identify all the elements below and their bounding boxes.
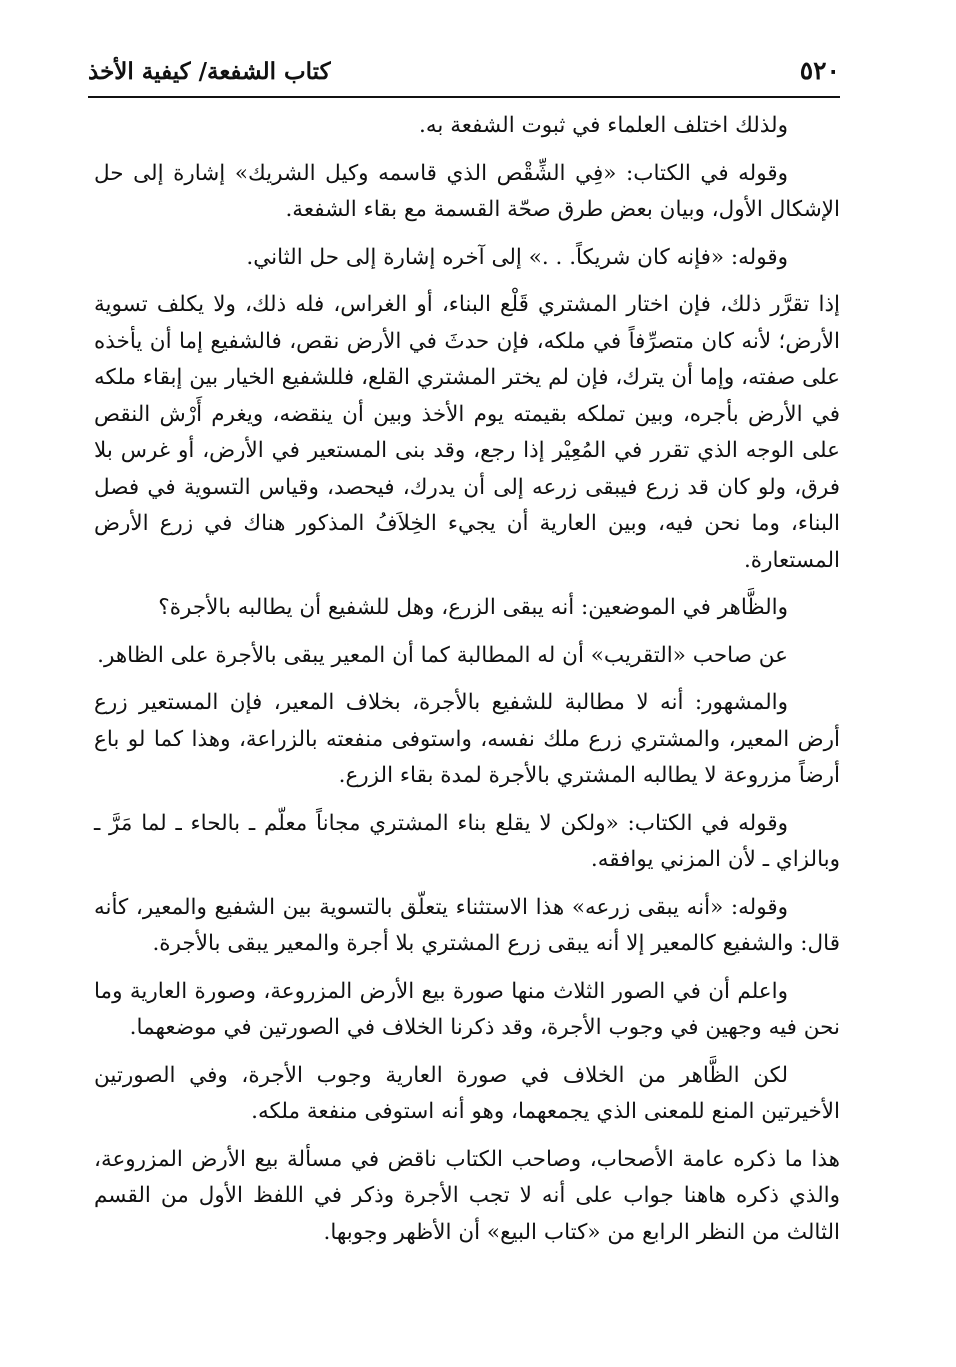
paragraph: والمشهور: أنه لا مطالبة للشفيع بالأجرة، بخلاف المعير، فإن المستعير زرع أرض المعير، والمشتري زرع ملك نفسه، واستوفى منفعته بالزراعة، وهذا كما لو باع أرضاً مزروعة لا يطالبه المشتري بالأجرة لمدة بقاء الزرع. <box>94 690 840 788</box>
paragraph: هذا ما ذكره عامة الأصحاب، وصاحب الكتاب ناقض في مسألة بيع الأرض المزروعة، والذي ذكره هاهنا جواب على أنه لا تجب الأجرة وذكر في اللفظ الأول من القسم الثالث من النظر الرابع من «كتاب البيع» أن الأظهر وجوبها. <box>94 1146 840 1245</box>
paragraph: إذا تقرَّر ذلك، فإن اختار المشتري قَلْع البناء، أو الغراس، فله ذلك، ولا يكلف تسوية الأرض؛ لأنه كان متصرِّفاً في ملكه، فإن حدثَ في الأرض نقص، فالشفيع إما أن يأخذه على صفته، وإما أن يترك، فإن لم يختر المشتري القلع، فللشفيع الخيار بين إبقاء ملكه في الأرض بأجره، وبين تملكه بقيمته يوم الأخذ وبين أن ينقضه، ويغرم أَرْش النقص على الوجه الذي تقرر في المُعِيْر إذا رجع، وقد بنى المستعير في الأرض، أو غرس بلا فرق، ولو كان قد زرع فيبقى زرعه إلى أن يدرك، فيحصد، وقياس التسوية في فصل البناء، وما نحن فيه، وبين العارية أن يجيء الخِلاَفُ المذكور هناك في زرع الأرض المستعارة. <box>94 292 840 573</box>
page-number: ٥٢٠ <box>799 56 840 85</box>
paragraph: وقوله في الكتاب: «فِي الشِّقْص الذي قاسمه وكيل الشريك» إشارة إلى حل الإشكال الأول، وبيان بعض طرق صحّة القسمة مع بقاء الشفعة. <box>94 160 840 222</box>
running-title: كتاب الشفعة/ كيفية الأخذ <box>88 58 331 85</box>
paragraph: لكن الظَّاهر من الخلاف في صورة العارية وجوب الأجرة، وفي الصورتين الأخيرتين المنع للمعنى الذي يجمعهما، وهو أنه استوفى منفعة ملكه. <box>94 1062 840 1124</box>
paragraph: والظَّاهر في الموضعين: أنه يبقى الزرع، وهل للشفيع أن يطالبه بالأجرة؟ <box>158 595 788 620</box>
paragraph: واعلم أن في الصور الثلاث منها صورة بيع الأرض المزروعة، وصورة العارية وما نحن فيه وجهين في وجوب الأجرة، وقد ذكرنا الخلاف في الصورتين في موضعهما. <box>94 978 840 1040</box>
paragraph: ولذلك اختلف العلماء في ثبوت الشفعة به. <box>419 113 788 138</box>
body-text <box>94 108 840 1262</box>
paragraph: وقوله: «فإنه كان شريكاً. . .» إلى آخره إشارة إلى حل الثاني. <box>246 244 788 270</box>
paragraph: وقوله في الكتاب: «ولكن لا يقلع بناء المشتري مجاناً معلّم ـ بالحاء ـ لما مَرَّ ـ وبالزاي ـ لأن المزني يوافقه. <box>94 810 840 872</box>
paragraph: عن صاحب «التقريب» أن له المطالبة كما أن المعير يبقى بالأجرة على الظاهر. <box>97 642 788 668</box>
paragraph: وقوله: «أنه يبقى زرعه» هذا الاستثناء يتعلّق بالتسوية بين الشفيع والمعير، كأنه قال: والشفيع كالمعير إلا أنه يبقى زرع المشتري بلا أجرة والمعير يبقى بالأجرة. <box>94 894 840 956</box>
page-header <box>88 50 840 98</box>
